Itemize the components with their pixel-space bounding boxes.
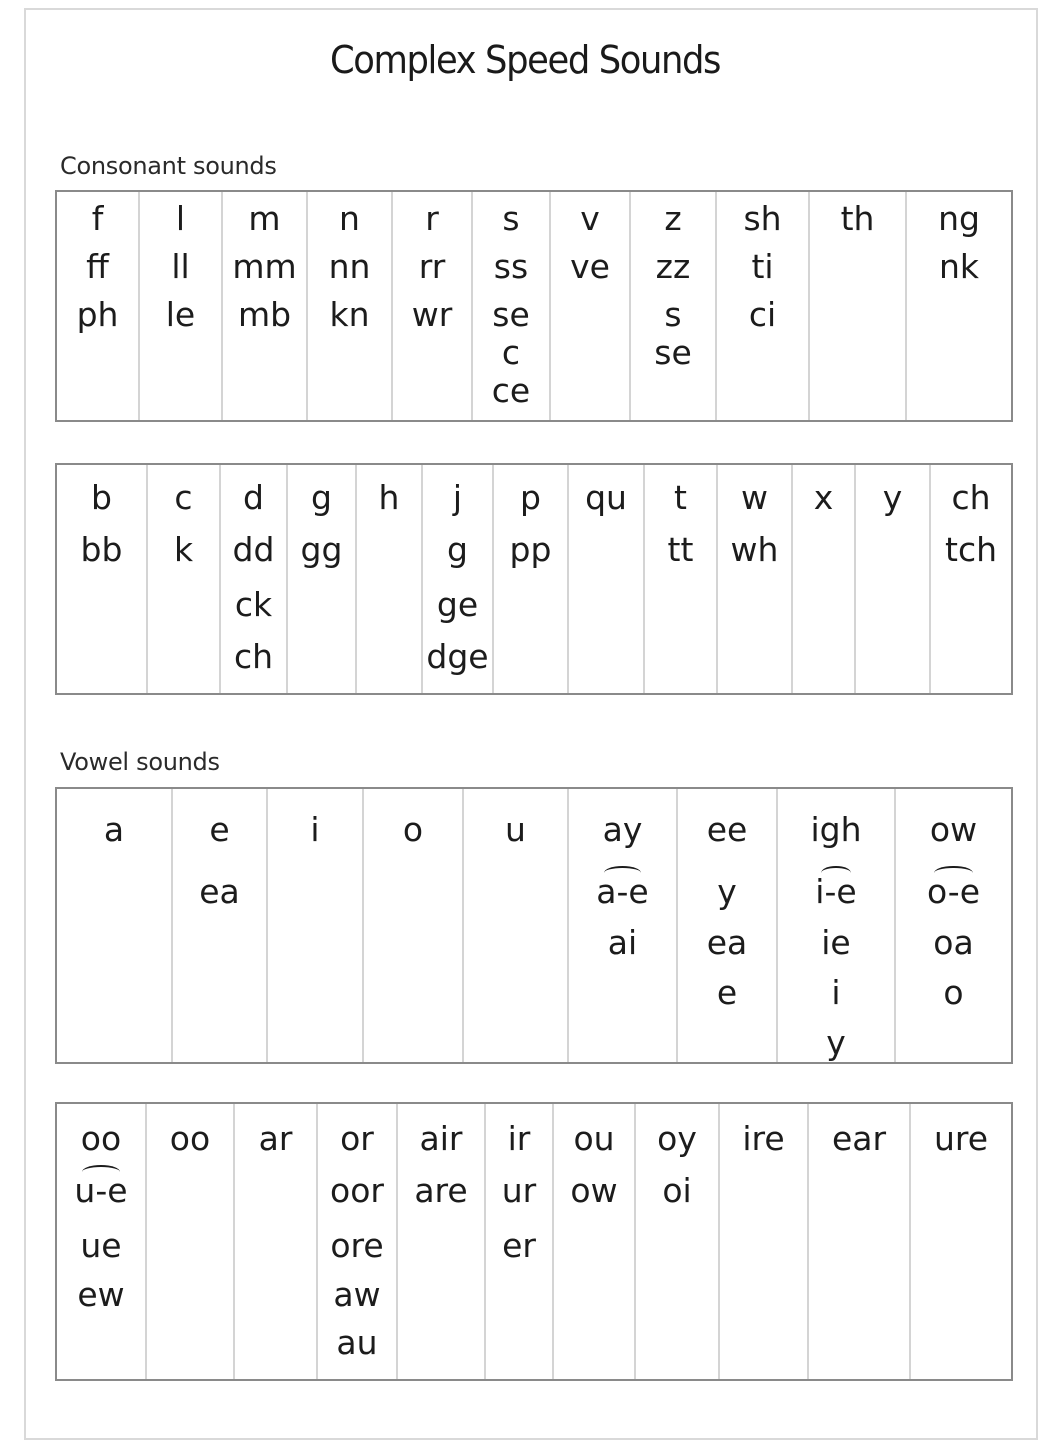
grapheme: i xyxy=(310,810,320,849)
grapheme: se xyxy=(492,295,530,334)
grapheme: ck xyxy=(234,585,273,624)
grapheme: c xyxy=(174,478,193,517)
page-title: Complex Speed Sounds xyxy=(329,38,721,82)
sound-column xyxy=(629,192,715,420)
grapheme: mm xyxy=(232,247,297,286)
grapheme: x xyxy=(813,478,834,517)
grapheme: ow xyxy=(929,810,978,849)
sound-column xyxy=(929,465,1011,693)
sound-column xyxy=(355,465,421,693)
grapheme: l xyxy=(175,199,186,238)
grapheme: tch xyxy=(945,530,997,569)
grapheme: igh xyxy=(810,810,862,849)
grapheme: se xyxy=(654,333,692,372)
grapheme: ph xyxy=(76,295,119,334)
grapheme: e xyxy=(716,973,738,1012)
grapheme: v xyxy=(580,199,600,238)
grapheme: y xyxy=(826,1023,846,1062)
grapheme: ee xyxy=(706,810,748,849)
grapheme: ch xyxy=(233,637,274,676)
consonant-grid-row-1 xyxy=(55,190,1013,422)
grapheme: h xyxy=(378,478,400,517)
sound-column xyxy=(421,465,492,693)
sound-column xyxy=(718,1104,807,1379)
grapheme: dge xyxy=(426,637,489,676)
grapheme: ea xyxy=(199,872,240,911)
grapheme: oi xyxy=(662,1171,692,1210)
sound-column xyxy=(905,192,1011,420)
consonant-grid-row-2 xyxy=(55,463,1013,695)
sound-column xyxy=(715,192,808,420)
grapheme: ue xyxy=(80,1226,122,1265)
grapheme: t xyxy=(674,478,687,517)
grapheme: ea xyxy=(706,923,748,962)
grapheme: ff xyxy=(86,247,109,286)
sound-column xyxy=(854,465,929,693)
grapheme: p xyxy=(520,478,541,517)
grapheme: ti xyxy=(751,247,774,286)
grapheme: o-e xyxy=(926,872,980,911)
grapheme: ore xyxy=(330,1226,384,1265)
sound-column xyxy=(549,192,629,420)
grapheme: qu xyxy=(585,478,627,517)
sound-column xyxy=(146,465,219,693)
grapheme: f xyxy=(91,199,104,238)
grapheme: ow xyxy=(570,1171,618,1210)
grapheme: ai xyxy=(607,923,638,962)
grapheme: g xyxy=(447,530,468,569)
grapheme: k xyxy=(173,530,194,569)
sound-column xyxy=(492,465,567,693)
sound-column xyxy=(909,1104,1011,1379)
sound-column xyxy=(894,789,1011,1062)
grapheme: gg xyxy=(300,530,343,569)
grapheme: i-e xyxy=(815,872,857,911)
grapheme: ew xyxy=(77,1275,125,1314)
sound-column xyxy=(716,465,791,693)
sound-column xyxy=(145,1104,233,1379)
grapheme: le xyxy=(165,295,196,334)
sound-column xyxy=(57,465,146,693)
grapheme: ci xyxy=(748,295,777,334)
grapheme: g xyxy=(311,478,332,517)
grapheme: m xyxy=(248,199,281,238)
grapheme: kn xyxy=(329,295,370,334)
vowel-grid-row-2 xyxy=(55,1102,1013,1381)
sound-column xyxy=(219,465,286,693)
grapheme: or xyxy=(340,1119,374,1158)
grapheme: au xyxy=(336,1323,378,1362)
grapheme: nk xyxy=(938,247,980,286)
grapheme: th xyxy=(840,199,875,238)
grapheme: oa xyxy=(933,923,974,962)
grapheme: y xyxy=(717,872,737,911)
grapheme: s xyxy=(664,295,682,334)
sound-column xyxy=(396,1104,484,1379)
sound-column xyxy=(316,1104,396,1379)
sound-column xyxy=(57,789,171,1062)
grapheme: ure xyxy=(933,1119,989,1158)
grapheme: ve xyxy=(570,247,610,286)
sound-column xyxy=(643,465,716,693)
grapheme: aw xyxy=(333,1275,381,1314)
grapheme: s xyxy=(502,199,520,238)
grapheme: ur xyxy=(501,1171,537,1210)
grapheme: o xyxy=(943,973,964,1012)
grapheme: bb xyxy=(80,530,123,569)
grapheme: ear xyxy=(831,1119,887,1158)
sound-column xyxy=(57,1104,145,1379)
grapheme: rr xyxy=(418,247,446,286)
grapheme: ll xyxy=(171,247,190,286)
grapheme: oy xyxy=(657,1119,697,1158)
sound-column xyxy=(171,789,266,1062)
grapheme: nn xyxy=(328,247,371,286)
grapheme: oo xyxy=(169,1119,211,1158)
sound-column xyxy=(362,789,462,1062)
grapheme: u-e xyxy=(74,1171,128,1210)
grapheme: wh xyxy=(730,530,779,569)
grapheme: a xyxy=(103,810,125,849)
grapheme: pp xyxy=(509,530,552,569)
sound-column xyxy=(266,789,362,1062)
grapheme: oor xyxy=(330,1171,384,1210)
grapheme: oo xyxy=(80,1119,122,1158)
sound-column xyxy=(286,465,355,693)
grapheme: wr xyxy=(411,295,453,334)
grapheme: c xyxy=(501,333,521,372)
grapheme: y xyxy=(882,478,903,517)
sound-column xyxy=(807,1104,909,1379)
sound-column xyxy=(233,1104,316,1379)
grapheme: ge xyxy=(436,585,479,624)
grapheme: mb xyxy=(237,295,292,334)
grapheme: ng xyxy=(938,199,980,238)
sound-column xyxy=(221,192,306,420)
grapheme: o xyxy=(402,810,424,849)
grapheme: b xyxy=(91,478,112,517)
grapheme: ay xyxy=(602,810,643,849)
sound-column xyxy=(808,192,905,420)
sound-column xyxy=(634,1104,718,1379)
sound-column xyxy=(791,465,854,693)
sound-column xyxy=(676,789,776,1062)
grapheme: sh xyxy=(743,199,782,238)
grapheme: dd xyxy=(232,530,275,569)
vowel-sounds-label: Vowel sounds xyxy=(60,748,220,776)
grapheme: w xyxy=(741,478,768,517)
grapheme: tt xyxy=(667,530,694,569)
grapheme: ou xyxy=(573,1119,615,1158)
sound-column xyxy=(567,465,643,693)
sound-column xyxy=(306,192,391,420)
vowel-grid-row-1 xyxy=(55,787,1013,1064)
sound-column xyxy=(471,192,549,420)
grapheme: ir xyxy=(507,1119,531,1158)
grapheme: d xyxy=(243,478,264,517)
grapheme: a-e xyxy=(596,872,649,911)
sound-column xyxy=(138,192,221,420)
grapheme: u xyxy=(505,810,526,849)
consonant-sounds-label: Consonant sounds xyxy=(60,152,277,180)
grapheme: air xyxy=(419,1119,463,1158)
grapheme: ss xyxy=(493,247,529,286)
grapheme: e xyxy=(209,810,230,849)
grapheme: zz xyxy=(655,247,691,286)
sound-column xyxy=(776,789,894,1062)
sound-column xyxy=(462,789,567,1062)
grapheme: i xyxy=(831,973,841,1012)
grapheme: are xyxy=(414,1171,468,1210)
sound-column xyxy=(484,1104,552,1379)
sound-column xyxy=(552,1104,634,1379)
sound-column xyxy=(57,192,138,420)
grapheme: j xyxy=(452,478,463,517)
grapheme: r xyxy=(425,199,439,238)
grapheme: ce xyxy=(491,371,531,410)
grapheme: ire xyxy=(742,1119,785,1158)
grapheme: ch xyxy=(951,478,991,517)
grapheme: ar xyxy=(258,1119,293,1158)
sound-column xyxy=(567,789,676,1062)
grapheme: z xyxy=(664,199,682,238)
grapheme: ie xyxy=(821,923,851,962)
grapheme: n xyxy=(339,199,360,238)
sound-column xyxy=(391,192,471,420)
grapheme: er xyxy=(502,1226,536,1265)
